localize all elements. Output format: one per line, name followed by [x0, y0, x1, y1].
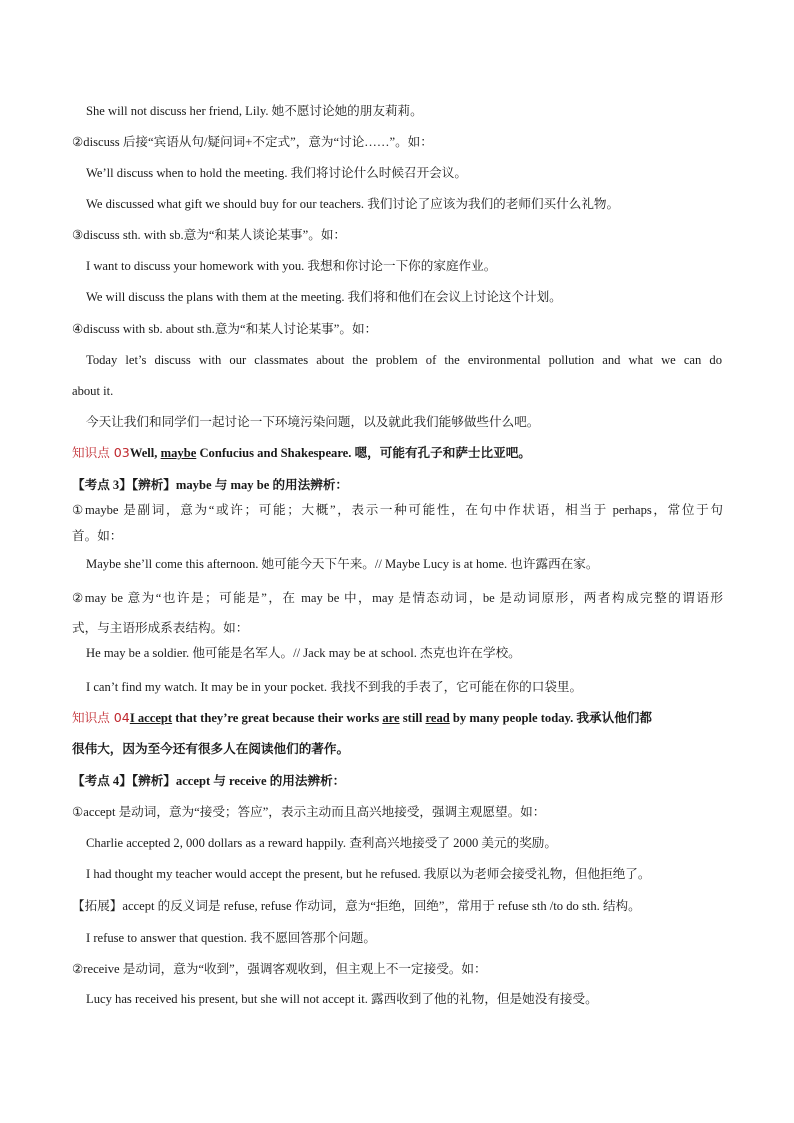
- example-sentence: Charlie accepted 2, 000 dollars as a reward happily. 查利高兴地接受了 2000 美元的奖励。: [86, 836, 557, 850]
- key-sentence-part: Well,: [129, 446, 161, 460]
- exam-point-3-heading: 【考点 3】【辨析】maybe 与 may be 的用法辨析：: [72, 478, 349, 492]
- usage-point: ③discuss sth. with sb.意为“和某人谈论某事”。如：: [72, 228, 347, 242]
- usage-point: ①maybe 是副词，意为“或许；可能；大概”，表示一种可能性，在句中作状语，相当于 perhaps，常位于句: [72, 503, 723, 517]
- example-sentence: I can’t find my watch. It may be in your pocket. 我找不到我的手表了，它可能在你的口袋里。: [86, 680, 583, 694]
- usage-point: ②receive 是动词，意为“收到”，强调客观收到，但主观上不一定接受。如：: [72, 962, 487, 976]
- key-sentence-part: by many people today. 我承认他们都: [449, 711, 652, 725]
- example-sentence: Lucy has received his present, but she will not accept it. 露西收到了他的礼物，但是她没有接受。: [86, 992, 598, 1006]
- key-word-underlined: maybe: [160, 446, 197, 460]
- example-sentence: He may be a soldier. 他可能是名军人。// Jack may be at school. 杰克也许在学校。: [86, 646, 521, 660]
- extension-note: 【拓展】accept 的反义词是 refuse, refuse 作动词，意为“拒绝，回绝”，常用于 refuse sth /to do sth. 结构。: [72, 899, 641, 913]
- example-sentence: We will discuss the plans with them at the meeting. 我们将和他们在会议上讨论这个计划。: [86, 290, 562, 304]
- key-word-underlined: are: [382, 711, 400, 725]
- key-sentence-part: Confucius and Shakespeare. 嗯，可能有孔子和萨士比亚吧。: [196, 446, 531, 460]
- knowledge-point-label: 知识点 04: [72, 710, 130, 725]
- example-translation: 今天让我们和同学们一起讨论一下环境污染问题，以及就此我们能够做些什么吧。: [86, 414, 540, 429]
- key-sentence-translation: 很伟大，因为至今还有很多人在阅读他们的著作。: [72, 741, 350, 756]
- knowledge-point-label: 知识点 03: [72, 445, 130, 460]
- example-sentence: I want to discuss your homework with you. 我想和你讨论一下你的家庭作业。: [86, 259, 497, 273]
- usage-point: ②discuss 后接“宾语从句/疑问词+不定式”，意为“讨论……”。如：: [72, 135, 433, 149]
- example-sentence: I had thought my teacher would accept the present, but he refused. 我原以为老师会接受礼物，但他拒绝了。: [86, 867, 651, 881]
- key-word-underlined: I accept: [129, 711, 173, 725]
- knowledge-point-03: [72, 444, 531, 462]
- example-sentence: Maybe she’ll come this afternoon. 她可能今天下午来。// Maybe Lucy is at home. 也许露西在家。: [86, 557, 599, 571]
- key-word-underlined: read: [425, 711, 450, 725]
- example-sentence: She will not discuss her friend, Lily. 她不愿讨论她的朋友莉莉。: [86, 104, 423, 118]
- exam-point-4-heading: 【考点 4】【辨析】accept 与 receive 的用法辨析：: [72, 774, 346, 788]
- usage-point: ②may be 意为“也许是；可能是”，在 may be 中，may 是情态动词，be 是动词原形，两者构成完整的谓语形: [72, 591, 723, 605]
- example-sentence: We discussed what gift we should buy for our teachers. 我们讨论了应该为我们的老师们买什么礼物。: [86, 197, 620, 211]
- example-sentence-continued: about it.: [72, 384, 114, 398]
- usage-point-continued: 首。如：: [72, 529, 123, 543]
- usage-point: ④discuss with sb. about sth.意为“和某人讨论某事”。如：: [72, 322, 378, 336]
- usage-point-continued: 式，与主语形成系表结构。如：: [72, 621, 249, 635]
- example-sentence: We’ll discuss when to hold the meeting. 我们将讨论什么时候召开会议。: [86, 166, 467, 180]
- key-sentence-part: that they’re great because their works: [172, 711, 383, 725]
- knowledge-point-04: [72, 709, 652, 727]
- example-sentence: Today let’s discuss with our classmates about the problem of the environmental pollution and what we can do: [86, 353, 722, 367]
- key-sentence-part: still: [399, 711, 426, 725]
- usage-point: ①accept 是动词，意为“接受；答应”，表示主动而且高兴地接受，强调主观愿望。如：: [72, 805, 546, 819]
- example-sentence: I refuse to answer that question. 我不愿回答那个问题。: [86, 931, 376, 945]
